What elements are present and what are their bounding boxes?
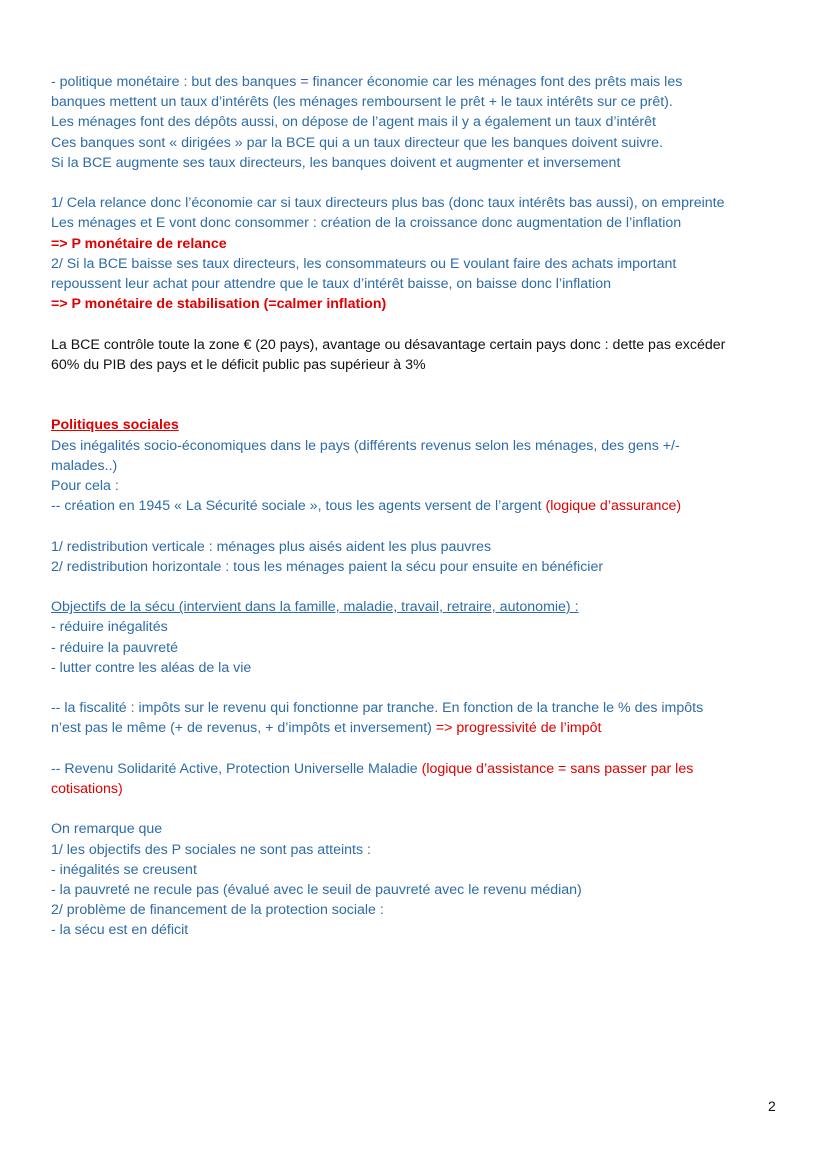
text-line: 1/ Cela relance donc l’économie car si taux directeurs plus bas (donc taux intérêts bas aussi), on empreinte <box>51 195 725 212</box>
objectives-heading: Objectifs de la sécu (intervient dans la famille, maladie, travail, retraire, autonomie) : <box>51 599 579 616</box>
secu-text: -- création en 1945 « La Sécurité sociale », tous les agents versent de l’argent <box>51 498 546 515</box>
list-item: - la sécu est en déficit <box>51 922 189 939</box>
list-item: - la pauvreté ne recule pas (évalué avec le seuil de pauvreté avec le revenu médian) <box>51 882 582 898</box>
text-line: Les ménages et E vont donc consommer : création de la croissance donc augmentation de l’inflation <box>51 215 682 232</box>
text-line: -- la fiscalité : impôts sur le revenu qui fonctionne par tranche. En fonction de la tranche le % des impôts <box>51 700 704 717</box>
rsa-text: -- Revenu Solidarité Active, Protection Universelle Maladie <box>51 760 422 777</box>
text-line: 60% du PIB des pays et le déficit public pas supérieur à 3% <box>51 356 426 373</box>
document-page <box>51 72 791 941</box>
list-item: - réduire la pauvreté <box>51 639 178 656</box>
fiscalite-text: n’est pas le même (+ de revenus, + d’impôts et inversement) <box>51 720 436 737</box>
text-line: Si la BCE augmente ses taux directeurs, les banques doivent et augmenter et inversement <box>51 154 621 171</box>
text-line: 2/ redistribution horizontale : tous les ménages paient la sécu pour ensuite en bénéficier <box>51 558 604 575</box>
text-line: Les ménages font des dépôts aussi, on dépose de l’agent mais il y a également un taux d’intérêt <box>51 114 656 131</box>
logique-assistance: (logique d’assistance = sans passer par les <box>421 760 694 777</box>
page-number: 2 <box>768 1098 776 1114</box>
section-title-politiques-sociales: Politiques sociales <box>51 417 179 434</box>
text-line <box>51 759 791 779</box>
text-line: Ces banques sont « dirigées » par la BCE qui a un taux directeur que les banques doivent suivre. <box>51 134 664 151</box>
text-line: cotisations) <box>51 781 123 797</box>
list-item: - lutter contre les aléas de la vie <box>51 659 252 676</box>
text-line: - politique monétaire : but des banques = financer économie car les ménages font des prêts mais les <box>51 74 683 90</box>
conclusion-relance: => P monétaire de relance <box>51 235 227 252</box>
text-line <box>51 496 791 516</box>
text-line: 2/ Si la BCE baisse ses taux directeurs, les consommateurs ou E voulant faire des achats important <box>51 255 677 272</box>
text-line: La BCE contrôle toute la zone € (20 pays), avantage ou désavantage certain pays donc : dette pas excéder <box>51 336 726 353</box>
text-line: 1/ les objectifs des P sociales ne sont pas atteints : <box>51 841 371 858</box>
text-line: Des inégalités socio-économiques dans le pays (différents revenus selon les ménages, des gens +/- <box>51 437 680 454</box>
text-line: On remarque que <box>51 821 163 838</box>
list-item: - inégalités se creusent <box>51 861 197 878</box>
logique-assurance: (logique d’assurance) <box>545 498 682 515</box>
text-line: 1/ redistribution verticale : ménages plus aisés aident les plus pauvres <box>51 538 492 555</box>
text-line: malades..) <box>51 457 118 474</box>
text-line: 2/ problème de financement de la protection sociale : <box>51 902 384 919</box>
text-line <box>51 718 791 738</box>
list-item: - réduire inégalités <box>51 619 168 636</box>
text-line: Pour cela : <box>51 478 119 495</box>
text-line: banques mettent un taux d’intérêts (les ménages remboursent le prêt + le taux intérêts sur ce prêt). <box>51 94 673 111</box>
text-line: repoussent leur achat pour attendre que le taux d’intérêt baisse, on baisse donc l’inflation <box>51 276 611 293</box>
progressivite: => progressivité de l’impôt <box>435 720 602 737</box>
conclusion-stabilisation: => P monétaire de stabilisation (=calmer inflation) <box>51 296 387 313</box>
